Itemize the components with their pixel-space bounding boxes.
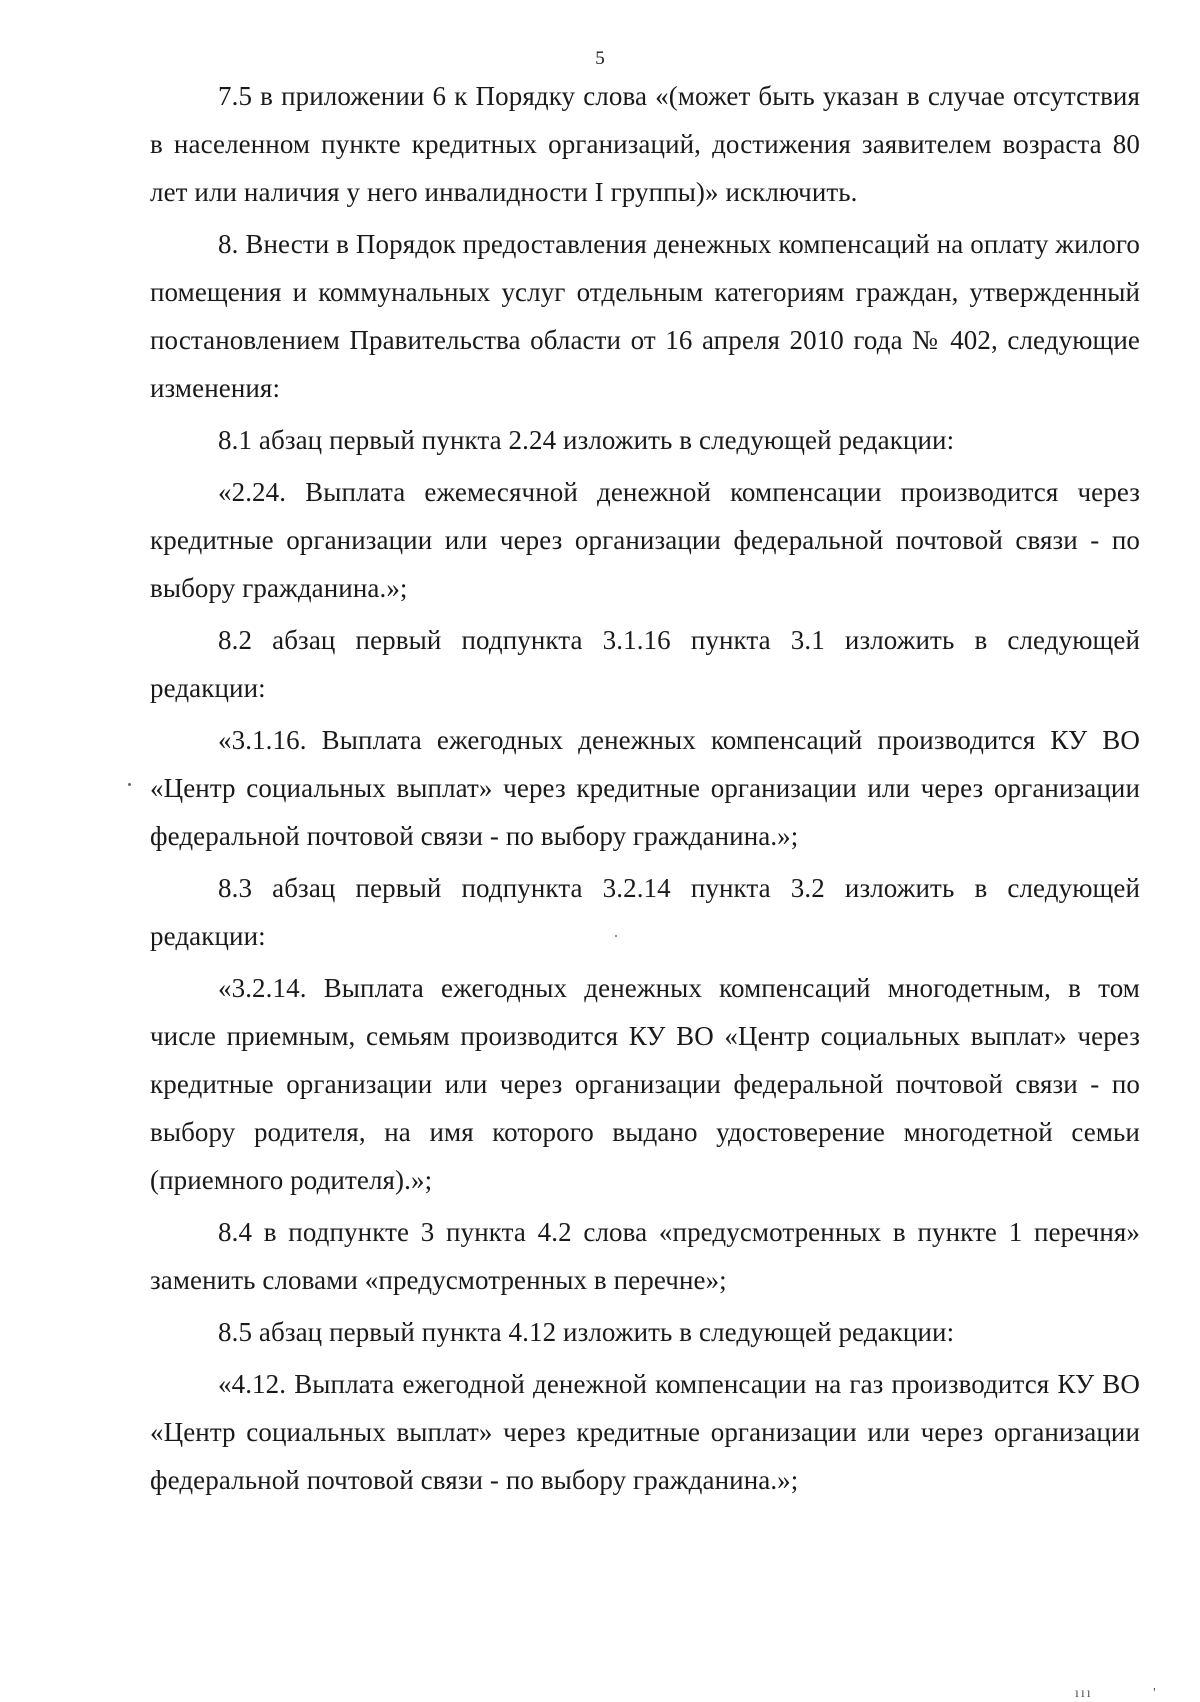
paragraph-8: 8. Внести в Порядок предоставления денежных компенсаций на оплату жилого помещения и коммунальных услуг отдельным категориям граждан, утвержденный постановлением Правительства области от 16 апреля 2010 года № 402, следующие изменения: bbox=[150, 229, 1140, 403]
paragraph-8-3: 8.3 абзац первый подпункта 3.2.14 пункта 3.2 изложить в следующей редакции: bbox=[150, 873, 1140, 951]
document-body bbox=[150, 72, 1140, 1508]
paragraph-2-24-quote: «2.24. Выплата ежемесячной денежной компенсации производится через кредитные организации или через организации федеральной почтовой связи - по выбору гражданина.»; bbox=[150, 477, 1140, 603]
scan-edge-marks: ııı ' bbox=[1075, 1686, 1158, 1701]
paragraph-7-5: 7.5 в приложении 6 к Порядку слова «(может быть указан в случае отсутствия в населенном пункте кредитных организаций, достижения заявителем возраста 80 лет или наличия у него инвалидности I группы)» исключить. bbox=[150, 81, 1140, 207]
paragraph-8-2: 8.2 абзац первый подпункта 3.1.16 пункта 3.1 изложить в следующей редакции: bbox=[150, 625, 1140, 703]
paragraph-3-1-16-quote: «3.1.16. Выплата ежегодных денежных компенсаций производится КУ ВО «Центр социальных выплат» через кредитные организации или через организации федеральной почтовой связи - по выбору гражданина.»; bbox=[150, 725, 1140, 851]
paragraph-3-2-14-quote: «3.2.14. Выплата ежегодных денежных компенсаций многодетным, в том числе приемным, семьям производится КУ ВО «Центр социальных выплат» через кредитные организации или через организации федеральной почтовой связи - по выбору родителя, на имя которого выдано удостоверение многодетной семьи (приемного родителя).»; bbox=[150, 973, 1140, 1195]
paragraph-8-4: 8.4 в подпункте 3 пункта 4.2 слова «предусмотренных в пункте 1 перечня» заменить словами «предусмотренных в перечне»; bbox=[150, 1217, 1140, 1295]
paragraph-8-5: 8.5 абзац первый пункта 4.12 изложить в следующей редакции: bbox=[218, 1317, 955, 1347]
scan-speck bbox=[615, 935, 617, 937]
paragraph-8-1: 8.1 абзац первый пункта 2.24 изложить в следующей редакции: bbox=[218, 425, 955, 455]
scan-speck bbox=[128, 783, 131, 786]
paragraph-4-12-quote: «4.12. Выплата ежегодной денежной компенсации на газ производится КУ ВО «Центр социальных выплат» через кредитные организации или через организации федеральной почтовой связи - по выбору гражданина.»; bbox=[150, 1369, 1140, 1495]
page-number: 5 bbox=[595, 48, 605, 69]
